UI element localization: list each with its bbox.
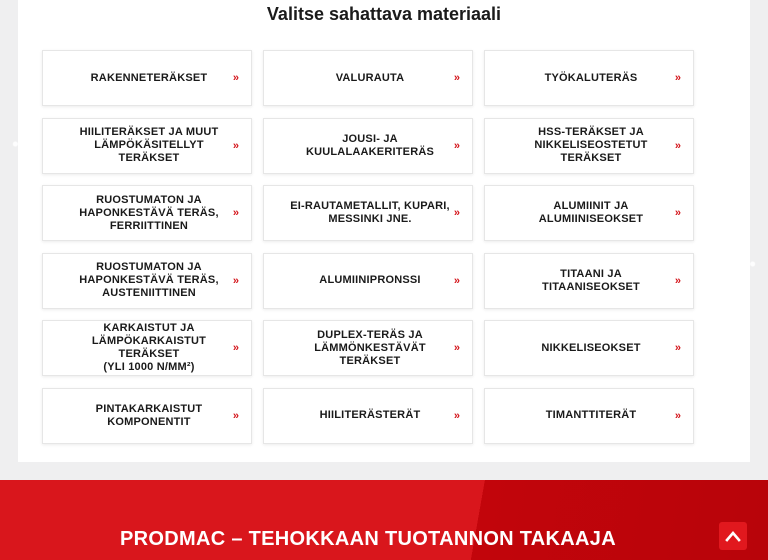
material-card[interactable]	[263, 388, 473, 444]
material-card-label: TITAANI JA TITAANISEOKSET	[542, 267, 640, 293]
material-card-label: NIKKELISEOKSET	[541, 341, 641, 354]
footer-title: PRODMAC – TEHOKKAAN TUOTANNON TAKAAJA	[120, 528, 616, 550]
material-card[interactable]	[484, 253, 694, 309]
chevron-right-double-icon: »	[674, 274, 681, 287]
footer-banner	[0, 480, 768, 560]
material-card-label: PINTAKARKAISTUT KOMPONENTIT	[95, 402, 203, 428]
chevron-right-double-icon: »	[674, 409, 681, 422]
material-card-label: RUOSTUMATON JA HAPONKESTÄVÄ TERÄS, AUSTENIITTINEN	[79, 261, 219, 299]
material-card-label: RUOSTUMATON JA HAPONKESTÄVÄ TERÄS, FERRIITTINEN	[79, 193, 219, 232]
material-card-label: TYÖKALUTERÄS	[544, 71, 638, 84]
chevron-right-double-icon: »	[232, 72, 239, 84]
chevron-right-double-icon: »	[453, 72, 460, 84]
chevron-right-double-icon: »	[232, 274, 239, 287]
material-card[interactable]	[42, 388, 252, 444]
material-card-label: HIILITERÄKSET JA MUUT LÄMPÖKÄSITELLYT TERÄKSET	[79, 126, 219, 164]
material-card-label: HIILITERÄSTERÄT	[319, 409, 421, 421]
chevron-right-double-icon: »	[674, 342, 681, 354]
material-card-label: EI-RAUTAMETALLIT, KUPARI, MESSINKI JNE.	[290, 200, 450, 225]
chevron-right-double-icon: »	[232, 342, 239, 354]
material-card[interactable]	[484, 118, 694, 174]
material-card[interactable]	[263, 253, 473, 309]
material-card-label: KARKAISTUT JA LÄMPÖKARKAISTUT TERÄKSET (YLI 1000 N/MM²)	[91, 322, 207, 373]
material-card[interactable]	[42, 253, 252, 309]
material-card[interactable]	[42, 320, 252, 376]
material-card[interactable]	[263, 185, 473, 241]
chevron-right-double-icon: »	[453, 409, 460, 422]
material-card[interactable]	[263, 118, 473, 174]
material-card-label: TIMANTTITERÄT	[545, 409, 637, 421]
material-card-label: JOUSI- JA KUULALAAKERITERÄS	[305, 132, 435, 158]
material-card-label: ALUMIINIPRONSSI	[319, 274, 421, 286]
material-card-label: DUPLEX-TERÄS JA LÄMMÖNKESTÄVÄT TERÄKSET	[314, 328, 426, 367]
section-title: Valitse sahattava materiaali	[266, 4, 502, 24]
material-card[interactable]	[263, 320, 473, 376]
material-card[interactable]	[42, 50, 252, 106]
material-card-label: HSS-TERÄKSET JA NIKKELISEOSTETUT TERÄKSET	[534, 126, 648, 164]
material-card[interactable]	[484, 185, 694, 241]
material-card-label: VALURAUTA	[335, 71, 405, 84]
material-card[interactable]	[42, 118, 252, 174]
material-grid	[42, 50, 694, 444]
material-card[interactable]	[484, 50, 694, 106]
chevron-up-icon	[725, 530, 741, 542]
material-card[interactable]	[484, 320, 694, 376]
scroll-to-top-button[interactable]	[719, 522, 747, 550]
chevron-right-double-icon: »	[674, 139, 681, 152]
material-card[interactable]	[263, 50, 473, 106]
chevron-right-double-icon: »	[453, 342, 460, 354]
material-card[interactable]	[42, 185, 252, 241]
chevron-right-double-icon: »	[232, 207, 239, 219]
chevron-right-double-icon: »	[232, 139, 239, 152]
chevron-right-double-icon: »	[453, 274, 460, 287]
chevron-right-double-icon: »	[453, 207, 460, 219]
chevron-right-double-icon: »	[674, 207, 681, 219]
material-card[interactable]	[484, 388, 694, 444]
chevron-right-double-icon: »	[674, 72, 681, 84]
chevron-right-double-icon: »	[232, 409, 239, 422]
material-card-label: RAKENNETERÄKSET	[90, 71, 208, 84]
material-card-label: ALUMIINIT JA ALUMIINISEOKSET	[538, 200, 644, 225]
chevron-right-double-icon: »	[453, 139, 460, 152]
